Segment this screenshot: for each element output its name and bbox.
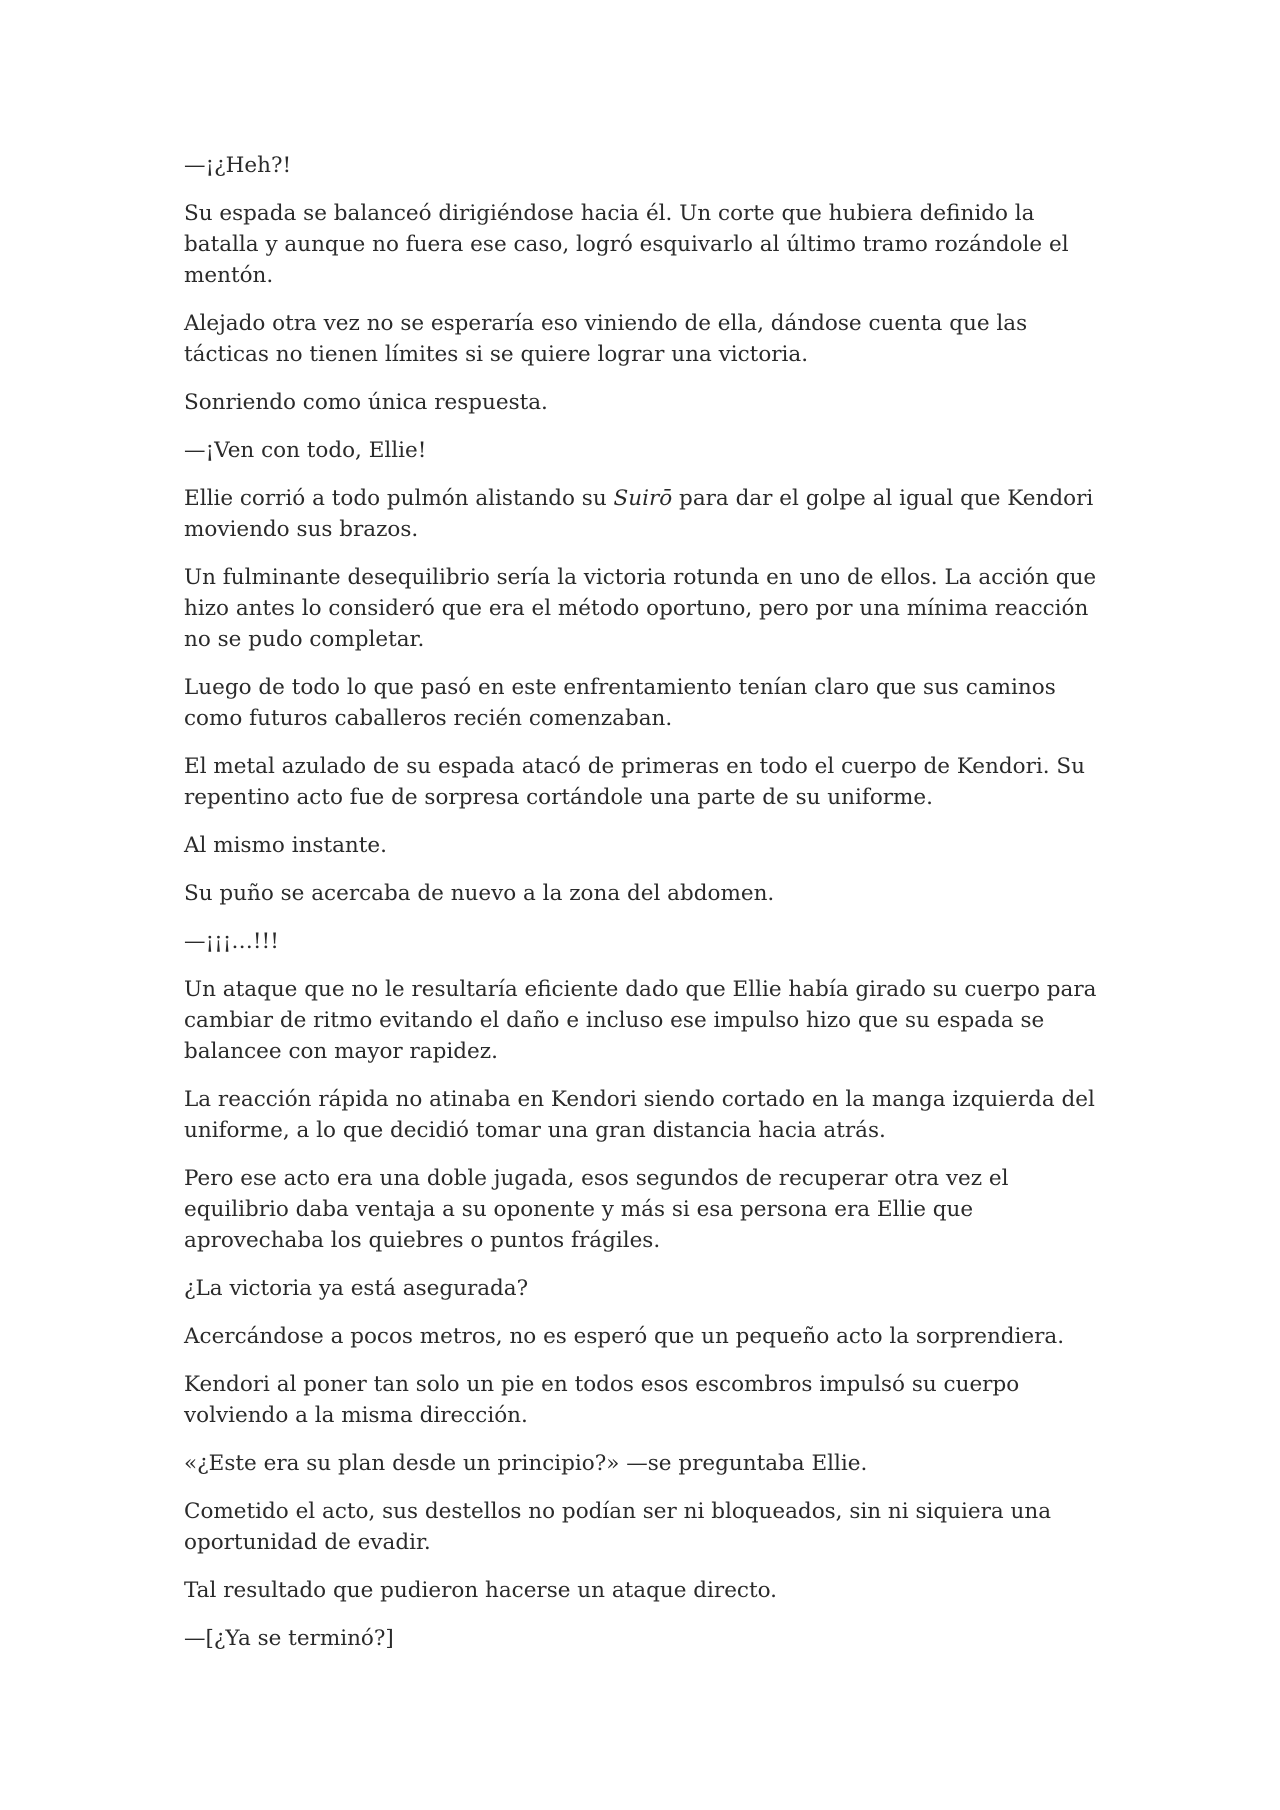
paragraph: ¿La victoria ya está asegurada? (184, 1276, 529, 1301)
paragraph: Un fulminante desequilibrio sería la victoria rotunda en uno de ellos. La acción que hizo antes lo consideró que era el método oportuno, pero por una mínima reacción no se pudo completar. (184, 565, 1097, 652)
paragraph: Kendori al poner tan solo un pie en todos esos escombros impulsó su cuerpo volviendo a la misma dirección. (184, 1372, 1020, 1428)
paragraph: Pero ese acto era una doble jugada, esos segundos de recuperar otra vez el equilibrio daba ventaja a su oponente y más si esa persona era Ellie que aprovechaba los quiebres o puntos frágiles. (184, 1166, 1009, 1253)
paragraph: Luego de todo lo que pasó en este enfrentamiento tenían claro que sus caminos como futuros caballeros recién comenzaban. (184, 675, 1056, 731)
paragraph: Alejado otra vez no se esperaría eso viniendo de ella, dándose cuenta que las tácticas no tienen límites si se quiere lograr una victoria. (184, 311, 1028, 367)
paragraph: Su espada se balanceó dirigiéndose hacia él. Un corte que hubiera definido la batalla y aunque no fuera ese caso, logró esquivarlo al último tramo rozándole el mentón. (184, 201, 1069, 288)
paragraph: —¡Ven con todo, Ellie! (184, 438, 427, 463)
paragraph: «¿Este era su plan desde un principio?» —se preguntaba Ellie. (184, 1451, 868, 1476)
emphasis-word: Suirō (613, 486, 673, 511)
paragraph (184, 483, 1104, 545)
paragraph: El metal azulado de su espada atacó de primeras en todo el cuerpo de Kendori. Su repentino acto fue de sorpresa cortándole una parte de su uniforme. (184, 754, 1085, 810)
paragraph-text: para dar el golpe al igual que Kendori moviendo sus brazos. (184, 486, 1094, 542)
paragraph: —¡¡¡…!!! (184, 929, 279, 954)
paragraph: Acercándose a pocos metros, no es esperó que un pequeño acto la sorprendiera. (184, 1324, 1065, 1349)
paragraph: Su puño se acercaba de nuevo a la zona del abdomen. (184, 881, 775, 906)
paragraph-text: Ellie corrió a todo pulmón alistando su (184, 486, 614, 511)
paragraph: —[¿Ya se terminó?] (184, 1626, 394, 1651)
paragraph: Al mismo instante. (184, 833, 387, 858)
paragraph: Sonriendo como única respuesta. (184, 390, 548, 415)
paragraph: Cometido el acto, sus destellos no podían ser ni bloqueados, sin ni siquiera una oportunidad de evadir. (184, 1499, 1052, 1555)
paragraph: Tal resultado que pudieron hacerse un ataque directo. (184, 1578, 777, 1603)
paragraph: —¡¿Heh?! (184, 153, 292, 178)
paragraph: La reacción rápida no atinaba en Kendori siendo cortado en la manga izquierda del uniforme, a lo que decidió tomar una gran distancia hacia atrás. (184, 1087, 1095, 1143)
paragraph: Un ataque que no le resultaría eficiente dado que Ellie había girado su cuerpo para cambiar de ritmo evitando el daño e incluso ese impulso hizo que su espada se balancee con mayor rapidez. (184, 977, 1097, 1064)
document-page (184, 150, 1104, 1671)
